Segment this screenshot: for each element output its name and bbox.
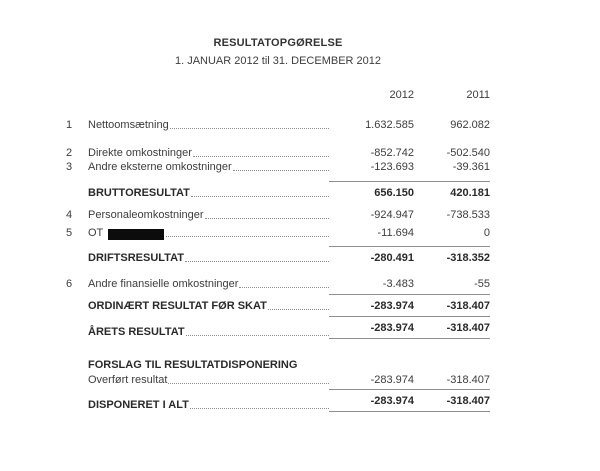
row-andre-eksterne-omkostninger <box>66 160 490 174</box>
row-nettoomsaetning <box>66 118 490 132</box>
row-ordinaert-resultat-foer-skat <box>66 294 490 313</box>
row-label: Andre finansielle omkostninger <box>88 278 239 290</box>
dot-leader <box>239 287 329 288</box>
value-2011: -502.540 <box>446 147 490 159</box>
row-personaleomkostninger <box>66 208 490 222</box>
value-2011: -738.533 <box>446 209 490 221</box>
row-ot-redacted <box>66 226 490 240</box>
value-2011: -318.352 <box>414 246 490 265</box>
value-2011: 0 <box>483 227 490 239</box>
row-label: Nettoomsætning <box>88 119 169 131</box>
value-2012: -11.694 <box>377 227 414 239</box>
column-header-2012: 2012 <box>389 89 414 101</box>
dot-leader <box>190 408 329 409</box>
value-2012: -283.974 <box>370 374 414 386</box>
row-label: ÅRETS RESULTAT <box>88 326 185 338</box>
value-2011: -318.407 <box>414 389 490 412</box>
value-2011: 420.181 <box>414 181 490 200</box>
value-2012: -283.974 <box>329 389 414 412</box>
document-period: 1. JANUAR 2012 til 31. DECEMBER 2012 <box>174 55 382 67</box>
dot-leader <box>168 383 329 384</box>
value-2012: -924.947 <box>370 209 414 221</box>
value-2012: -283.974 <box>329 294 414 313</box>
redaction-bar <box>108 229 164 240</box>
value-2012: 656.150 <box>329 181 414 200</box>
item-number: 3 <box>66 161 73 173</box>
row-disponeret-i-alt <box>66 389 490 412</box>
dot-leader <box>186 335 329 336</box>
dot-leader <box>233 170 329 171</box>
dot-leader <box>185 261 329 262</box>
section-header: FORSLAG TIL RESULTATDISPONERING <box>88 359 298 371</box>
document-title: RESULTATOPGØRELSE <box>213 37 343 49</box>
row-forslag-header <box>66 358 490 372</box>
row-aarets-resultat <box>66 316 490 339</box>
dot-leader <box>268 309 329 310</box>
column-header-row <box>66 88 490 102</box>
value-2012: -283.974 <box>329 316 414 339</box>
item-number: 6 <box>66 278 73 290</box>
row-direkte-omkostninger <box>66 146 490 160</box>
value-2012: 1.632.585 <box>365 119 414 131</box>
item-number: 2 <box>66 147 73 159</box>
row-label: DISPONERET I ALT <box>88 399 189 411</box>
value-2012: -123.693 <box>370 161 414 173</box>
dot-leader <box>170 128 329 129</box>
row-label: Direkte omkostninger <box>88 147 192 159</box>
document-body <box>66 36 490 412</box>
column-header-2011: 2011 <box>466 89 490 101</box>
value-2011: -318.407 <box>414 316 490 339</box>
dot-leader <box>205 218 329 219</box>
value-2011: -318.407 <box>414 294 490 313</box>
row-label: ORDINÆRT RESULTAT FØR SKAT <box>88 300 267 312</box>
row-label: Personaleomkostninger <box>88 209 204 221</box>
dot-leader <box>191 196 329 197</box>
row-bruttoresultat <box>66 181 490 200</box>
value-2011: -55 <box>474 278 490 290</box>
dot-leader <box>166 236 329 237</box>
item-number: 5 <box>66 227 73 239</box>
value-2012: -280.491 <box>329 246 414 265</box>
row-label: BRUTTORESULTAT <box>88 187 190 199</box>
value-2011: -39.361 <box>452 161 490 173</box>
value-2011: -318.407 <box>446 374 490 386</box>
value-2012: -852.742 <box>370 147 414 159</box>
row-andre-finansielle-omkostninger <box>66 277 490 291</box>
value-2012: -3.483 <box>382 278 414 290</box>
row-overfoert-resultat <box>66 373 490 387</box>
row-driftsresultat <box>66 246 490 265</box>
item-number: 4 <box>66 209 73 221</box>
row-label: OT <box>88 227 104 239</box>
row-label: Overført resultat <box>88 374 168 386</box>
row-label: Andre eksterne omkostninger <box>88 161 232 173</box>
item-number: 1 <box>66 119 73 131</box>
row-label: DRIFTSRESULTAT <box>88 252 184 264</box>
value-2011: 962.082 <box>450 119 490 131</box>
dot-leader <box>193 156 329 157</box>
